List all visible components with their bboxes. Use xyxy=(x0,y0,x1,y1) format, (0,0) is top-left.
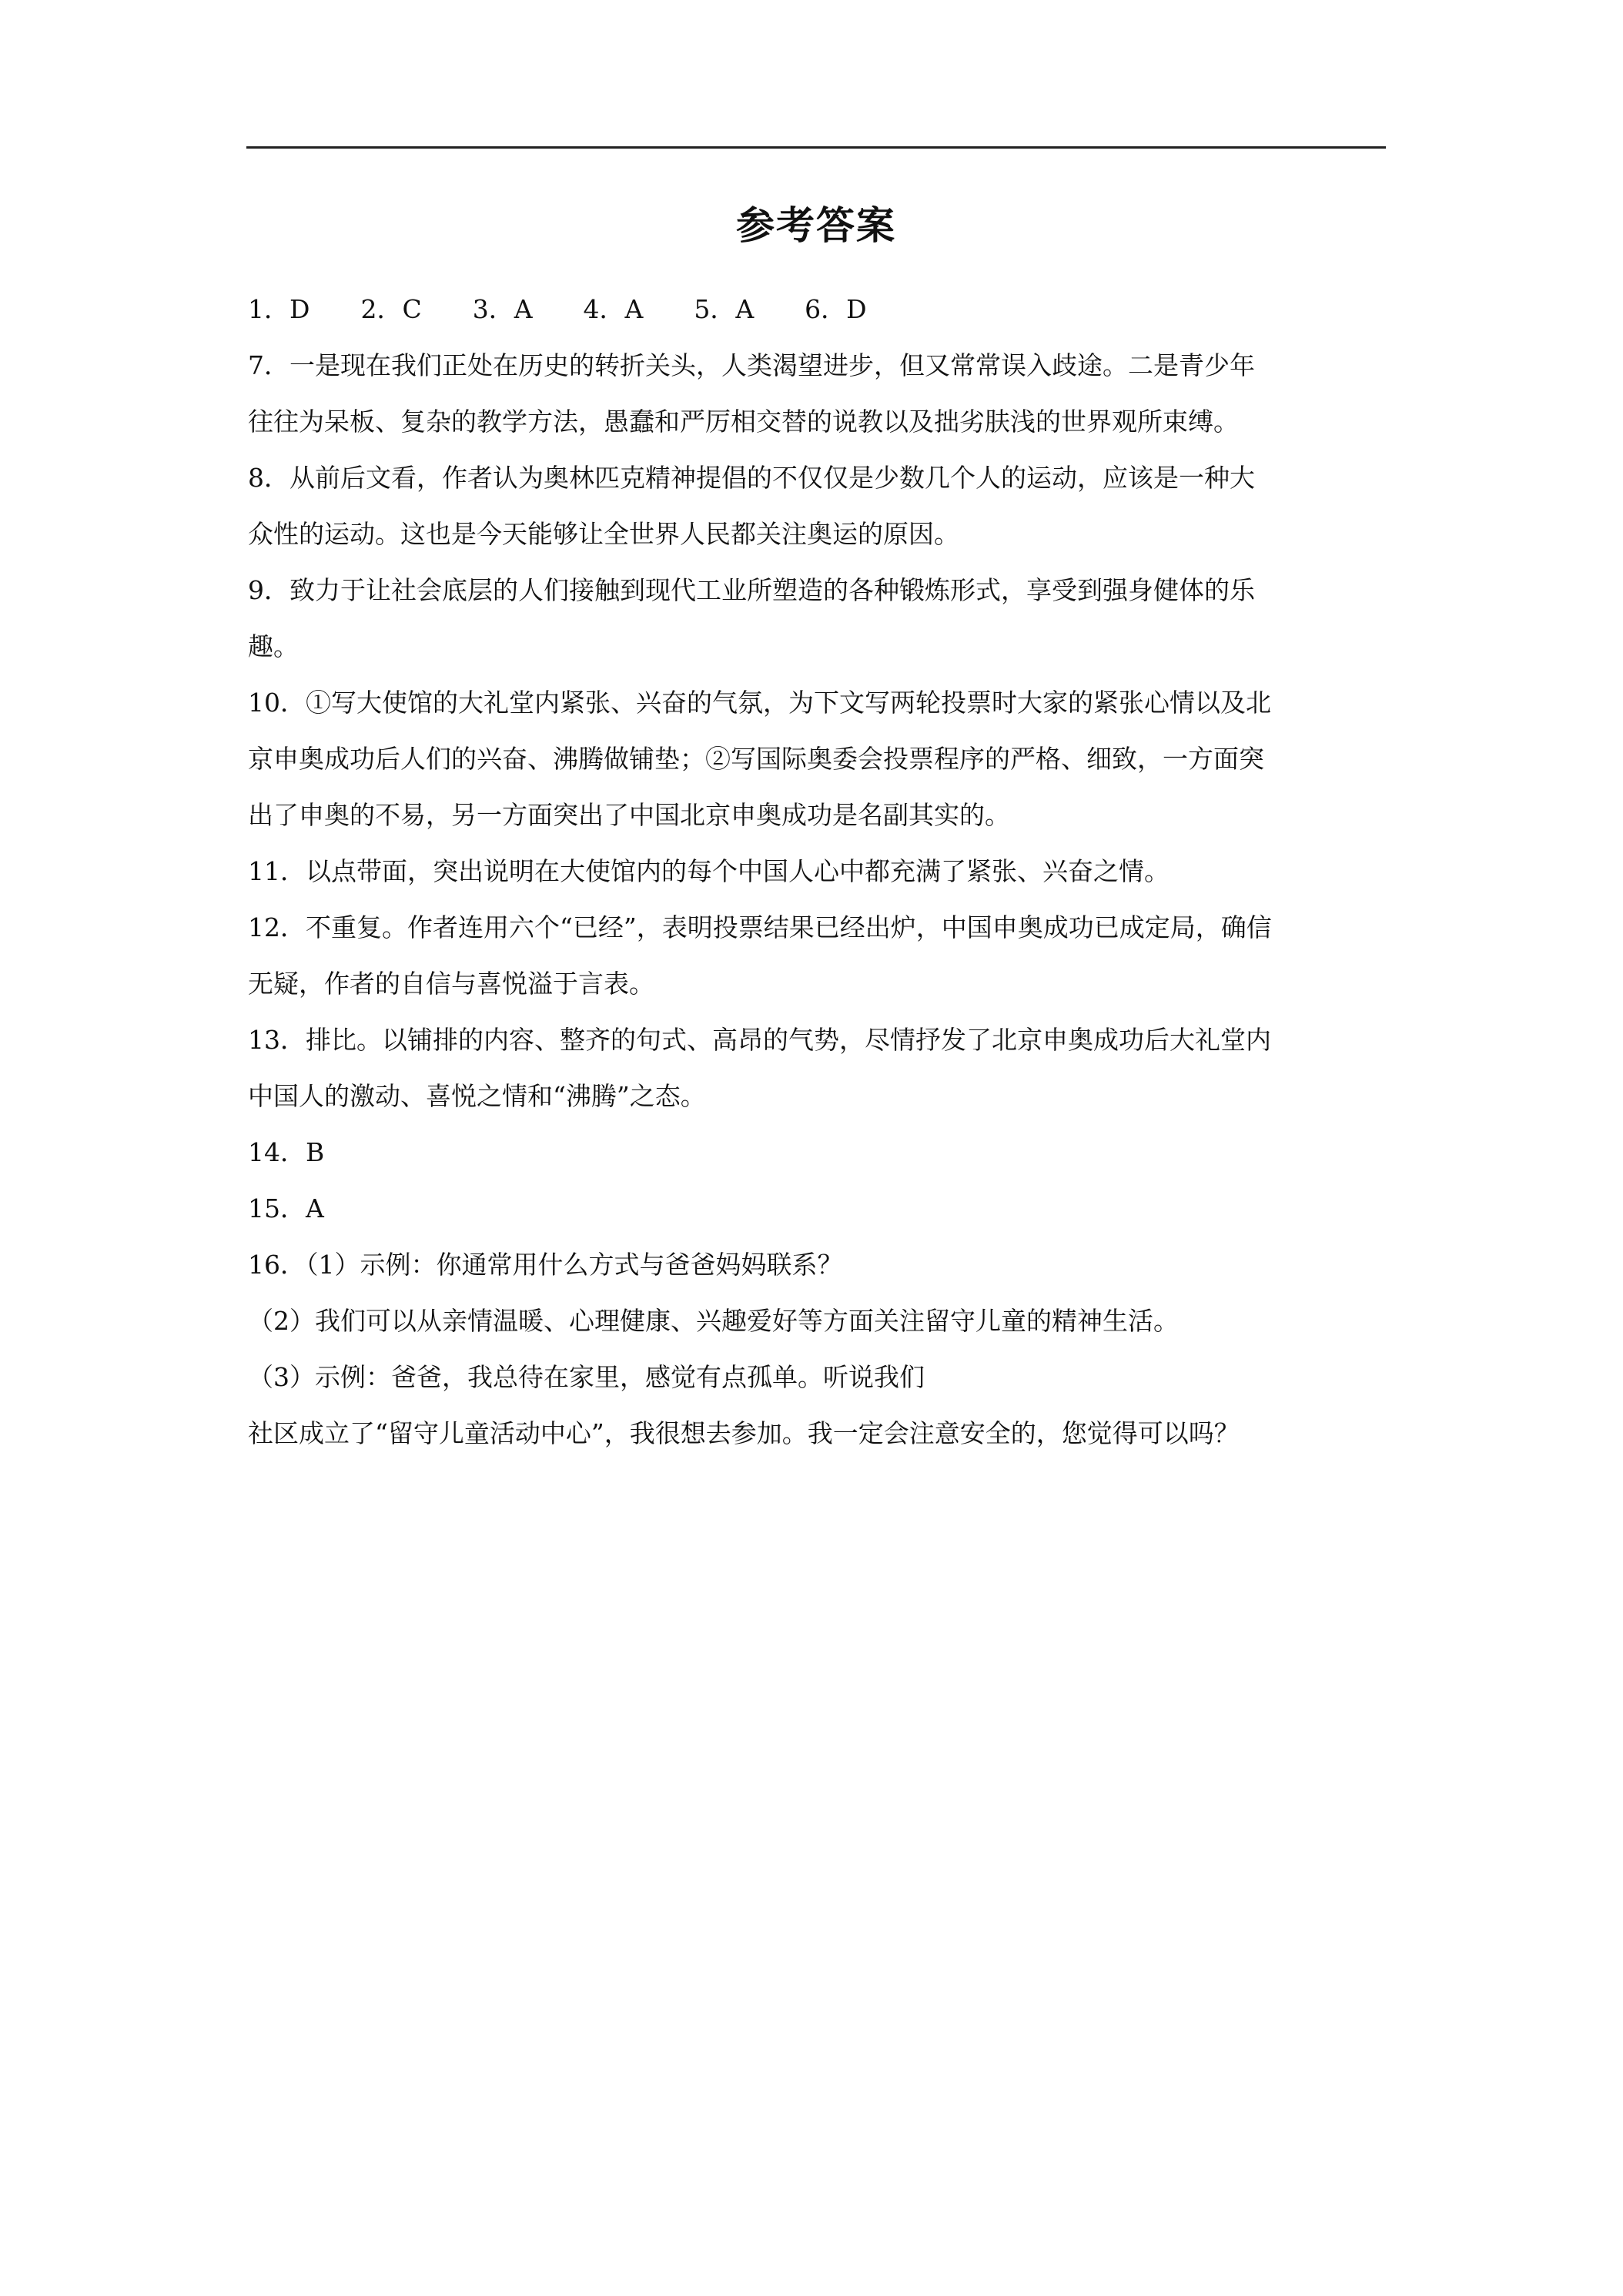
answer-10-line-2: 京申奥成功后人们的兴奋、沸腾做铺垫；②写国际奥委会投票程序的严格、细致，一方面突 xyxy=(248,744,1264,774)
answer-16-part-1: 16．（1）示例：你通常用什么方式与爸爸妈妈联系？ xyxy=(248,1250,843,1280)
answer-8-line-2: 众性的运动。这也是今天能够让全世界人民都关注奥运的原因。 xyxy=(248,519,959,549)
answer-14: 14．B xyxy=(248,1137,325,1167)
answer-12-line-2: 无疑，作者的自信与喜悦溢于言表。 xyxy=(248,969,654,999)
answer-10-line-1: 10．①写大使馆的大礼堂内紧张、兴奋的气氛，为下文写两轮投票时大家的紧张心情以及北 xyxy=(248,688,1271,718)
page-title: 参考答案 xyxy=(736,203,896,248)
answer-8-line-1: 8．从前后文看，作者认为奥林匹克精神提倡的不仅仅是少数几个人的运动，应该是一种大 xyxy=(248,463,1255,493)
answer-16-part-3-line-1: （3）示例：爸爸，我总待在家里，感觉有点孤单。听说我们 xyxy=(248,1362,925,1392)
answer-9-line-2: 趣。 xyxy=(248,631,299,661)
answer-16-part-3-line-2: 社区成立了“留守儿童活动中心”，我很想去参加。我一定会注意安全的，您觉得可以吗？ xyxy=(248,1418,1240,1448)
answer-13-line-1: 13．排比。以铺排的内容、整齐的句式、高昂的气势，尽情抒发了北京申奥成功后大礼堂内 xyxy=(248,1025,1271,1055)
answer-content xyxy=(248,281,1386,1461)
answer-10-line-3: 出了申奥的不易，另一方面突出了中国北京申奥成功是名副其实的。 xyxy=(248,800,1010,830)
answer-15: 15．A xyxy=(248,1193,324,1223)
answer-9-line-1: 9．致力于让社会底层的人们接触到现代工业所塑造的各种锻炼形式，享受到强身健体的乐 xyxy=(248,575,1255,605)
answer-11-line-1: 11．以点带面，突出说明在大使馆内的每个中国人心中都充满了紧张、兴奋之情。 xyxy=(248,856,1170,886)
answer-16-part-2: （2）我们可以从亲情温暖、心理健康、兴趣爱好等方面关注留守儿童的精神生活。 xyxy=(248,1306,1179,1336)
header-rule xyxy=(246,146,1386,149)
answer-7-line-2: 往往为呆板、复杂的教学方法，愚蠢和严厉相交替的说教以及拙劣肤浅的世界观所束缚。 xyxy=(248,407,1239,437)
answer-13-line-2: 中国人的激动、喜悦之情和“沸腾”之态。 xyxy=(248,1081,706,1111)
multiple-choice-answers: 1．D 2．C 3．A 4．A 5．A 6．D xyxy=(248,294,867,324)
answer-12-line-1: 12．不重复。作者连用六个“已经”，表明投票结果已经出炉，中国申奥成功已成定局，确信 xyxy=(248,912,1272,942)
answer-7-line-1: 7．一是现在我们正处在历史的转折关头，人类渴望进步，但又常常误入歧途。二是青少年 xyxy=(248,350,1255,380)
